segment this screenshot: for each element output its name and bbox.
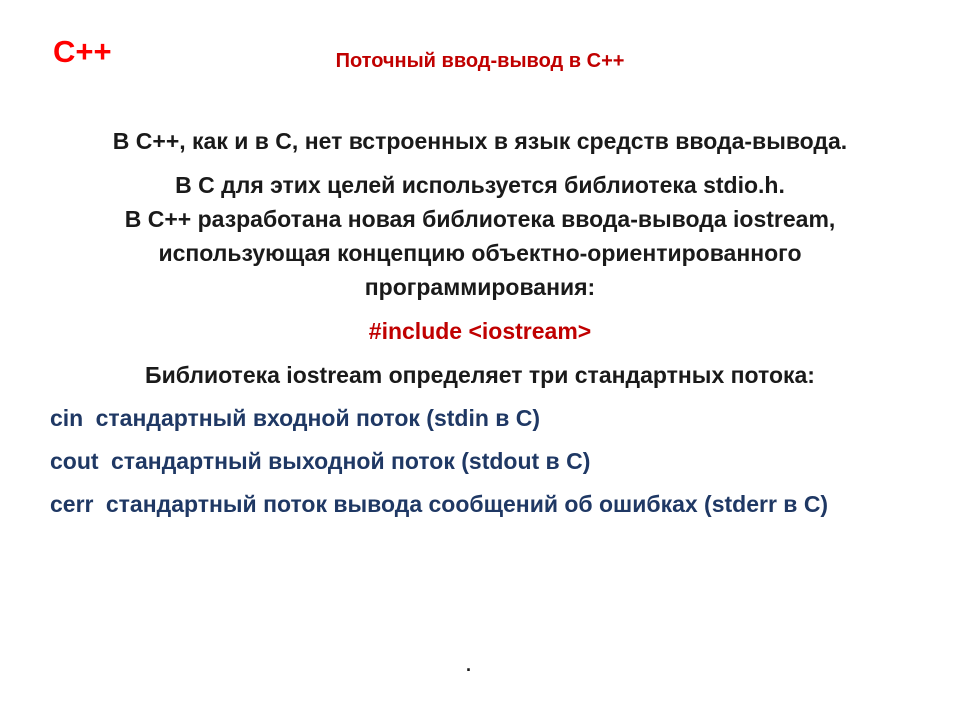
paragraph-iostream: В C++ разработана новая библиотека ввода-вывода iostream, использующая концепцию объектно-ориентированного программирования: <box>124 206 836 300</box>
slide-title: Поточный ввод-вывод в C++ <box>335 50 625 72</box>
stream-item-cin <box>40 401 920 435</box>
stream-description: стандартный выходной поток (stdout в C) <box>110 448 591 474</box>
stream-item-cout <box>40 444 920 478</box>
library-statement: Библиотека iostream определяет три стандартных потока: <box>145 362 815 388</box>
stream-description: стандартный входной поток (stdin в C) <box>95 405 541 431</box>
stream-item-cerr <box>40 487 920 521</box>
stream-description: стандартный поток вывода сообщений об ошибках (stderr в C) <box>105 491 829 517</box>
stream-name: cout <box>50 448 99 474</box>
include-directive: #include <iostream> <box>368 318 592 344</box>
stream-name: cerr <box>50 491 94 517</box>
stream-name: cin <box>50 405 84 431</box>
logo-text: C++ <box>53 34 112 69</box>
paragraph-no-builtin-io: В C++, как и в C, нет встроенных в язык средств ввода-вывода. <box>112 128 848 154</box>
slide-body <box>40 124 920 521</box>
paragraph-stdio: В C для этих целей используется библиотека stdio.h. <box>175 172 785 198</box>
trailing-dot: . <box>466 655 472 675</box>
